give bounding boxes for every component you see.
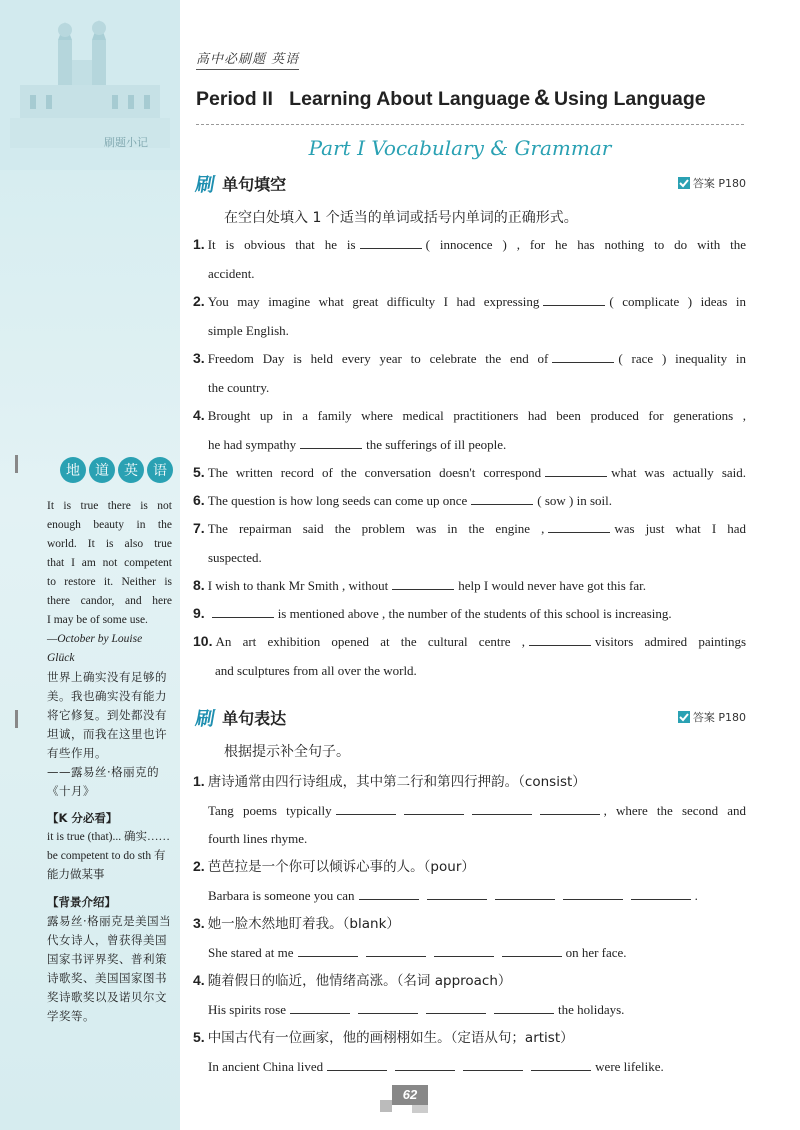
question-text: and sculptures from all over the world. [215, 662, 417, 678]
quote-line: world. It is also true [47, 538, 172, 550]
check-icon [678, 177, 690, 189]
question-item [193, 486, 746, 516]
answer-ref-text: 答案 P180 [692, 177, 746, 190]
question-text: She stared at me [208, 944, 294, 960]
question-number: 10. [193, 633, 213, 649]
question-number: 2. [193, 858, 205, 874]
question-number: 9. [193, 605, 205, 621]
answer-blank[interactable] [358, 999, 418, 1014]
brand-glyph: 刷 [193, 708, 217, 730]
question-number: 2. [193, 293, 205, 309]
question-text: It is obvious that he is [207, 237, 356, 252]
question-item [193, 401, 746, 459]
question-text: the holidays. [558, 1001, 625, 1017]
section-1-header [193, 170, 746, 196]
answer-blank[interactable] [427, 885, 487, 900]
page-number-decoration [380, 1100, 392, 1112]
answer-blank[interactable] [404, 800, 464, 815]
page-number: 62 [392, 1085, 428, 1105]
answer-blank[interactable] [463, 1056, 523, 1071]
sidebar-mark [15, 455, 18, 473]
question-item [193, 344, 746, 402]
answer-blank[interactable] [426, 999, 486, 1014]
answer-blank[interactable] [434, 942, 494, 957]
sidebar-mark [15, 710, 18, 728]
answer-blank[interactable] [327, 1056, 387, 1071]
question-text: the country. [208, 379, 270, 395]
ampersand: & [534, 85, 550, 110]
sidebar-quote-block [47, 497, 172, 1026]
question-text: was just what I had [614, 521, 746, 536]
answer-blank[interactable] [552, 348, 614, 363]
question-text: Freedom Day is held every year to celebrate the end of [207, 351, 549, 366]
translation-item [193, 909, 746, 967]
question-number: 3. [193, 350, 205, 366]
question-number: 4. [193, 972, 205, 988]
bg-text: 露易丝·格丽克是美国当代女诗人，曾获得美国国家书评界奖、普利策诗歌奖、美国国家图书奖诗歌奖以及诺贝尔文学奖等。 [47, 914, 172, 1023]
answer-blank[interactable] [494, 999, 554, 1014]
period-title [196, 85, 706, 111]
check-icon [678, 711, 690, 723]
book-label: 高中必刷题 英语 [196, 48, 299, 70]
question-item [193, 458, 746, 488]
translation-item [193, 767, 746, 854]
question-item [193, 514, 746, 572]
page-number-decoration [412, 1105, 428, 1113]
question-number: 7. [193, 520, 205, 536]
question-text: on her face. [565, 944, 627, 960]
badge-authentic-english [58, 455, 176, 485]
answer-blank[interactable] [298, 942, 358, 957]
question-text: I wish to thank Mr Smith , without [207, 578, 389, 593]
question-item [193, 230, 746, 288]
question-item [193, 599, 746, 629]
question-text: ( innocence ) , for he has nothing to do with the [425, 237, 747, 252]
answer-blank[interactable] [531, 1056, 591, 1071]
answer-blank[interactable] [529, 631, 591, 646]
badge-char: 语 [153, 463, 167, 479]
badge-char: 地 [66, 463, 80, 479]
question-number: 5. [193, 1029, 205, 1045]
question-text: accident. [208, 265, 255, 281]
question-text: , where the second and [603, 802, 747, 818]
question-text: ( sow ) in soil. [537, 493, 613, 508]
question-text: what was actually said. [611, 465, 747, 480]
question-number: 4. [193, 407, 205, 423]
part-title: Part I Vocabulary & Grammar [308, 136, 612, 160]
answer-blank[interactable] [471, 490, 533, 505]
question-text: he had sympathy [208, 436, 297, 452]
question-number: 1. [193, 236, 205, 252]
quote-line: enough beauty in the [47, 519, 172, 531]
question-text: the sufferings of ill people. [366, 436, 507, 452]
section-1-instruction: 在空白处填入 1 个适当的单词或括号内单词的正确形式。 [224, 210, 578, 226]
quote-line: I may be of some use. [47, 614, 148, 626]
badge-char: 道 [95, 463, 109, 479]
answer-blank[interactable] [360, 234, 422, 249]
answer-blank[interactable] [395, 1056, 455, 1071]
k-title: 【K 分必看】 [47, 811, 118, 825]
answer-blank[interactable] [563, 885, 623, 900]
answer-blank[interactable] [336, 800, 396, 815]
answer-ref-text: 答案 P180 [692, 711, 746, 724]
answer-blank[interactable] [502, 942, 562, 957]
question-number: 1. [193, 773, 205, 789]
translation-item [193, 852, 746, 910]
question-text: suspected. [208, 549, 262, 565]
question-number: 5. [193, 464, 205, 480]
k-item: it is true (that)... 确实…… [47, 831, 170, 843]
church-illustration [0, 0, 180, 170]
period-title-a: Period II Learning About Language [196, 88, 531, 110]
quote-source: —October by Louise Glück [47, 633, 143, 664]
question-text: The repairman said the problem was in the engine , [207, 521, 545, 536]
question-number: 3. [193, 915, 205, 931]
translation-item [193, 1023, 746, 1081]
note-title: 刷题小记 [104, 136, 148, 149]
question-item [193, 571, 746, 601]
question-text: ( race ) inequality in [618, 351, 747, 366]
answer-blank[interactable] [540, 800, 600, 815]
question-prompt: 随着假日的临近，他情绪高涨。（名词 approach） [207, 973, 512, 989]
question-text: In ancient China lived [208, 1058, 324, 1074]
question-text: An art exhibition opened at the cultural centre , [215, 634, 526, 649]
answer-blank[interactable] [631, 885, 691, 900]
question-text: Barbara is someone you can [208, 887, 355, 903]
answer-blank[interactable] [359, 885, 419, 900]
brand-glyph: 刷 [193, 174, 217, 196]
question-text: The written record of the conversation doesn't correspond [207, 465, 542, 480]
question-prompt: 芭芭拉是一个你可以倾诉心事的人。（pour） [207, 859, 475, 875]
title-divider [196, 124, 744, 125]
question-text: The question is how long seeds can come up once [207, 493, 468, 508]
bg-title: 【背景介绍】 [47, 895, 116, 909]
question-text: help I would never have got this far. [458, 578, 646, 593]
section-2-instruction: 根据提示补全句子。 [224, 744, 350, 760]
answer-blank[interactable] [545, 462, 607, 477]
question-item [193, 627, 746, 685]
question-text: ( complicate ) ideas in [609, 294, 747, 309]
answer-blank[interactable] [290, 999, 350, 1014]
question-text: . [694, 887, 698, 903]
question-text: visitors admired paintings [595, 634, 747, 649]
answer-ref [678, 175, 746, 191]
question-prompt: 中国古代有一位画家，他的画栩栩如生。（定语从句；artist） [207, 1030, 574, 1046]
quote-translation-source: ——露易丝·格丽克的《十月》 [47, 765, 160, 798]
answer-blank[interactable] [543, 291, 605, 306]
question-text: simple English. [208, 322, 289, 338]
quote-translation: 世界上确实没有足够的美。我也确实没有能力将它修复。到处都没有坦诚，而我在这里也许有些作用。 [47, 670, 167, 760]
question-prompt: 她一脸木然地盯着我。（blank） [207, 916, 400, 932]
quote-line: that I am not competent [47, 557, 172, 569]
answer-blank[interactable] [366, 942, 426, 957]
answer-ref [678, 709, 746, 725]
quote-line: It is true there is not [47, 500, 172, 512]
k-item: be competent to do sth 有能力做某事 [47, 850, 166, 881]
section-2-header [193, 704, 746, 730]
question-text: Tang poems typically [208, 802, 332, 818]
answer-blank[interactable] [212, 603, 274, 618]
question-number: 6. [193, 492, 205, 508]
section-title: 单句表达 [222, 709, 287, 728]
question-number: 8. [193, 577, 205, 593]
section-title: 单句填空 [222, 175, 287, 194]
answer-blank[interactable] [472, 800, 532, 815]
question-text: You may imagine what great difficulty I had expressing [207, 294, 540, 309]
sidebar [0, 0, 180, 1130]
question-text: Brought up in a family where medical practitioners had been produced for generations , [207, 408, 746, 423]
question-text: fourth lines rhyme. [208, 831, 308, 846]
answer-blank[interactable] [495, 885, 555, 900]
question-prompt: 唐诗通常由四行诗组成，其中第二行和第四行押韵。（consist） [207, 774, 586, 790]
answer-blank[interactable] [392, 575, 454, 590]
quote-line: to restore it. Neither is [47, 576, 172, 588]
translation-item [193, 966, 746, 1024]
badge-char: 英 [124, 463, 138, 479]
period-title-b: Using Language [553, 88, 706, 110]
question-item [193, 287, 746, 345]
question-text: is mentioned above , the number of the students of this school is increasing. [277, 606, 672, 621]
question-text: His spirits rose [208, 1001, 286, 1017]
quote-line: there candor, and here [47, 595, 172, 607]
answer-blank[interactable] [548, 518, 610, 533]
question-text: were lifelike. [595, 1058, 664, 1074]
answer-blank[interactable] [300, 434, 362, 449]
